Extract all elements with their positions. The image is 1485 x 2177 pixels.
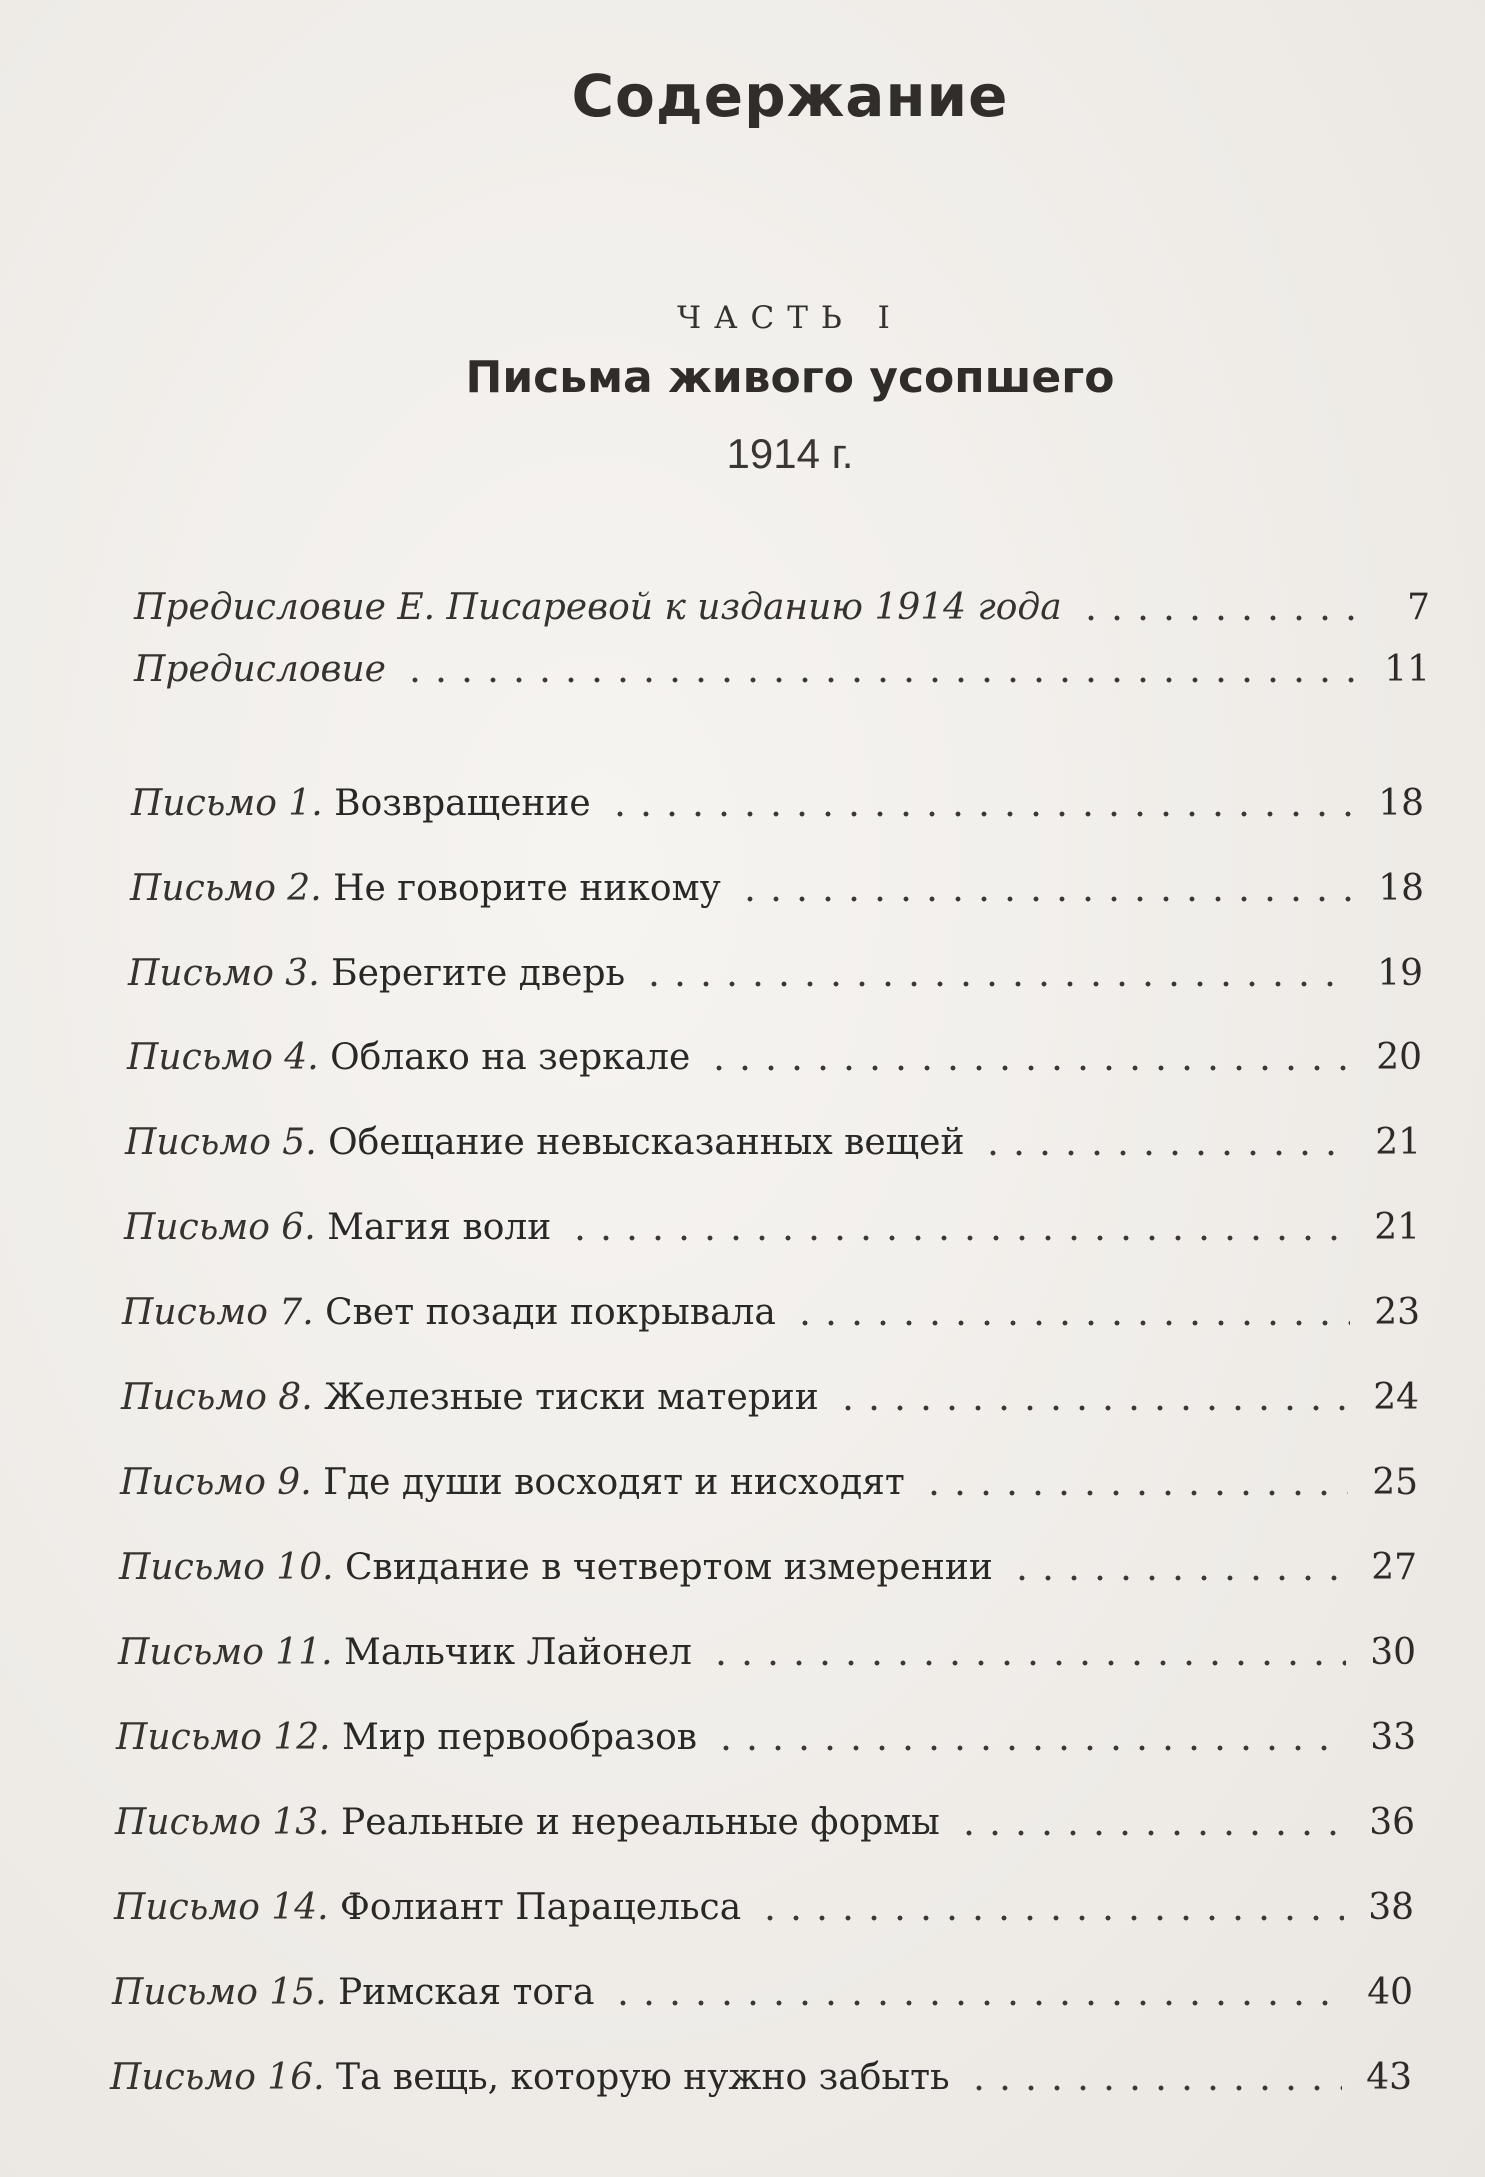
page-number: 18 [1378,783,1424,824]
entry-prefix: Письмо 16. [110,2057,325,2098]
toc-entry-letter-2 [130,867,1424,911]
dot-leader [956,1828,1345,1838]
dot-leader [921,1488,1348,1498]
toc-entry-letter-8 [121,1376,1419,1420]
entry-text [119,1546,993,1590]
entry-title: Берегите дверь [331,953,626,994]
toc-entry-letter-15 [112,1971,1413,2015]
dot-leader [980,1148,1351,1158]
page-number: 38 [1368,1887,1414,1928]
entry-prefix: Письмо 12. [116,1717,331,1758]
entry-title: Мальчик Лайонел [344,1632,692,1673]
toc-entry-letter-6 [124,1206,1420,1250]
toc-entry-letter-10 [119,1546,1417,1590]
entry-text [118,1631,692,1675]
entry-text [127,1036,690,1080]
page-number: 11 [1384,649,1430,690]
entry-text [134,648,386,692]
dot-leader [757,1913,1344,1923]
toc-entry-letter-9 [120,1461,1418,1505]
toc-entry-letter-16 [110,2056,1412,2100]
entry-text [124,1206,551,1250]
page-number: 36 [1369,1802,1415,1843]
part-label: ЧАСТЬ I [677,300,903,336]
page-number: 19 [1377,953,1423,994]
entry-title: Римская тога [338,1972,595,2013]
toc-entry-letter-1 [131,782,1424,826]
entry-text [121,1376,819,1420]
part-title: Письма живого усопшего [465,352,1115,403]
toc-entry-letter-4 [127,1036,1422,1080]
entry-prefix: Предисловие [134,649,386,690]
entry-prefix: Письмо 8. [121,1377,313,1418]
entry-title: Реальные и нереальные формы [341,1802,940,1843]
entry-prefix: Письмо 4. [127,1037,319,1078]
entry-prefix: Письмо 13. [115,1802,330,1843]
entry-title: Свидание в четвертом измерении [345,1547,993,1588]
toc-entry-letter-11 [118,1631,1416,1675]
entry-title: Обещание невысказанных вещей [328,1122,965,1163]
entry-prefix: Письмо 5. [125,1122,317,1163]
toc-entry-letter-5 [125,1121,1421,1165]
entry-prefix: Письмо 6. [124,1207,316,1248]
page-number: 40 [1367,1972,1413,2013]
entry-text [112,1971,594,2015]
dot-leader [713,1743,1346,1753]
entry-title: Мир первообразов [342,1717,698,1758]
dot-leader [966,2083,1342,2093]
dot-leader [607,809,1354,819]
entry-text [116,1716,697,1760]
dot-leader [835,1403,1349,1413]
page-number: 21 [1374,1207,1420,1248]
dot-leader [610,1998,1343,2008]
entry-prefix: Письмо 10. [119,1547,334,1588]
page-number: 25 [1372,1462,1418,1503]
entry-prefix: Письмо 11. [118,1632,333,1673]
page-number: 23 [1374,1292,1420,1333]
toc-entry-letter-3 [128,952,1423,996]
toc-entry-letter-14 [114,1886,1414,1930]
entry-title: Облако на зеркале [330,1037,691,1078]
entry-prefix: Письмо 15. [112,1972,327,2013]
entry-text [128,952,625,996]
page-number: 20 [1376,1037,1422,1078]
entry-title: Фолиант Парацельса [340,1887,742,1928]
part-year: 1914 г. [726,430,854,477]
entry-text [131,782,591,826]
page-number: 27 [1371,1547,1417,1588]
entry-prefix: Письмо 1. [131,783,323,824]
dot-leader [1009,1573,1347,1583]
entry-title: Та вещь, которую нужно забыть [336,2057,950,2098]
page-title: Содержание [571,62,1009,130]
entry-title: Магия воли [327,1207,552,1248]
dot-leader [567,1233,1350,1243]
entry-text [120,1461,905,1505]
dot-leader [641,979,1353,989]
entry-prefix: Письмо 2. [130,868,322,909]
entry-title: Железные тиски материи [324,1377,819,1418]
toc-entry-letter-7 [122,1291,1420,1335]
page-number: 33 [1370,1717,1416,1758]
entry-text [110,2056,950,2100]
toc-entry-letter-13 [115,1801,1415,1845]
toc-entry-front-2 [134,648,1430,692]
page-number: 18 [1378,868,1424,909]
entry-prefix: Предисловие Е. Писаревой к изданию 1914 года [134,587,1062,628]
entry-text [115,1801,940,1845]
entry-title: Свет позади покрывала [325,1292,776,1333]
page-number: 7 [1407,587,1430,628]
dot-leader [402,675,1360,685]
page-number: 30 [1370,1632,1416,1673]
dot-leader [1078,613,1360,623]
entry-title: Где души восходят и нисходят [323,1462,905,1503]
entry-title: Возвращение [334,783,591,824]
toc-entry-front-1 [134,586,1430,630]
page-number: 43 [1366,2057,1412,2098]
page-number: 24 [1373,1377,1419,1418]
entry-text [134,586,1062,630]
dot-leader [737,894,1354,904]
page-number: 21 [1375,1122,1421,1163]
dot-leader [792,1318,1350,1328]
entry-text [130,867,721,911]
entry-title: Не говорите никому [333,868,721,909]
entry-prefix: Письмо 14. [114,1887,329,1928]
dot-leader [706,1063,1352,1073]
dot-leader [708,1658,1346,1668]
entry-text [114,1886,741,1930]
entry-prefix: Письмо 7. [122,1292,314,1333]
toc-entry-letter-12 [116,1716,1416,1760]
entry-prefix: Письмо 9. [120,1462,312,1503]
entry-text [122,1291,776,1335]
entry-text [125,1121,964,1165]
entry-prefix: Письмо 3. [128,953,320,994]
